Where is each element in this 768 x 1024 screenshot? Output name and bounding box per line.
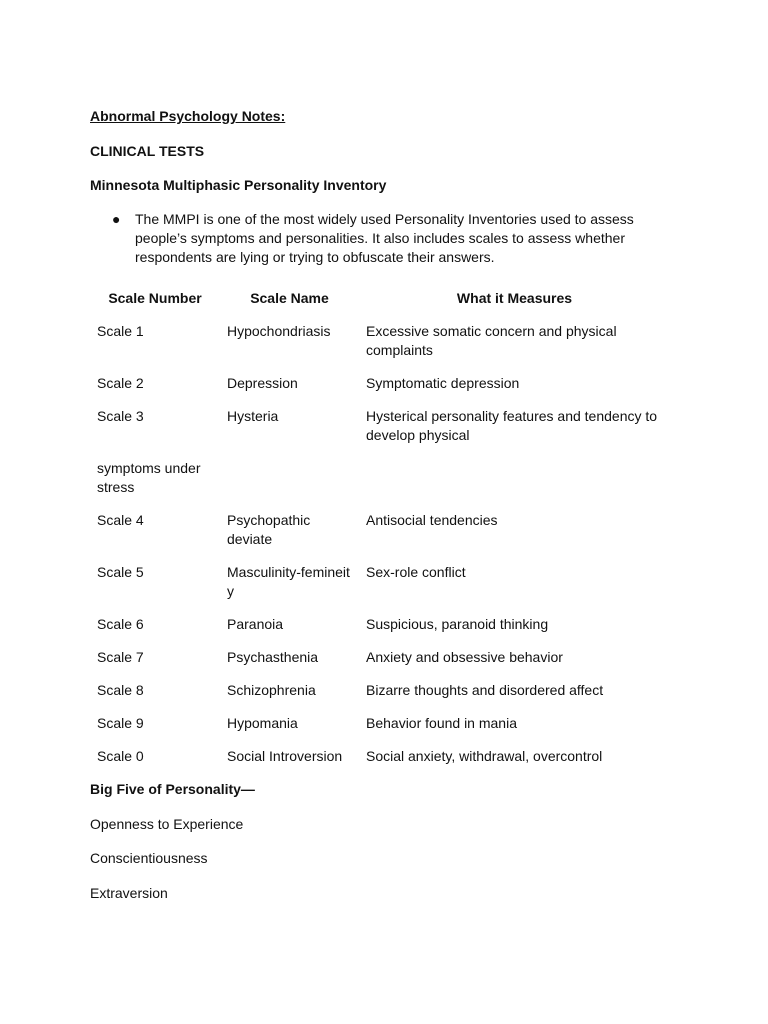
scale-number-cell: Scale 3: [97, 408, 144, 424]
document-title: Abnormal Psychology Notes:: [90, 108, 286, 124]
scale-name-cell: Depression: [227, 375, 298, 391]
scale-name-cell: Psychopathic deviate: [227, 512, 311, 547]
scale-name-cell: Schizophrenia: [227, 682, 316, 698]
measures-cell: Social anxiety, withdrawal, overcontrol: [366, 748, 603, 764]
section-heading-clinical-tests: CLINICAL TESTS: [90, 143, 205, 159]
table-row: [90, 647, 670, 680]
measures-cell: [359, 458, 670, 510]
scale-name-cell: [220, 458, 359, 510]
table-row: [90, 510, 670, 562]
big-five-heading: Big Five of Personality—: [90, 781, 255, 797]
measures-cell: Sex-role conflict: [366, 564, 466, 580]
measures-cell: Anxiety and obsessive behavior: [366, 649, 563, 665]
measures-cell: Symptomatic depression: [366, 375, 520, 391]
table-row: [90, 746, 670, 779]
table-row: [90, 562, 670, 614]
mmpi-description: The MMPI is one of the most widely used Personality Inventories used to assess people’s symptoms and personalities. It also includes scales to assess whether respondents are lying or trying to obfuscate their answers.: [135, 211, 634, 265]
scale-number-cell: Scale 1: [97, 323, 144, 339]
scale-number-cell: Scale 5: [97, 564, 144, 580]
trait-conscientiousness: Conscientiousness: [90, 850, 208, 866]
header-scale-number: Scale Number: [108, 290, 202, 306]
scale-number-cell: Scale 7: [97, 649, 144, 665]
scale-name-cell: Hypochondriasis: [227, 323, 331, 339]
scale-name-cell: Masculinity-femineity: [227, 564, 350, 599]
scale-number-cell: Scale 8: [97, 682, 144, 698]
table-header-row: [90, 288, 670, 321]
scale-name-cell: Paranoia: [227, 616, 284, 632]
scale-number-cell: Scale 2: [97, 375, 144, 391]
measures-cell: Hysterical personality features and tendency to develop physical: [366, 408, 658, 443]
bullet-icon: ●: [112, 211, 121, 227]
scale-name-cell: Social Introversion: [227, 748, 343, 764]
table-row: [90, 713, 670, 746]
table-row: [90, 321, 670, 373]
scale-number-cell: Scale 4: [97, 512, 144, 528]
measures-cell: Bizarre thoughts and disordered affect: [366, 682, 604, 698]
mmpi-scales-table: [90, 288, 670, 779]
trait-extraversion: Extraversion: [90, 885, 168, 901]
table-row: [90, 680, 670, 713]
subsection-heading-mmpi: Minnesota Multiphasic Personality Inventory: [90, 177, 387, 193]
table-row: [90, 458, 670, 510]
measures-cell: Suspicious, paranoid thinking: [366, 616, 549, 632]
scale-number-cell: Scale 9: [97, 715, 144, 731]
measures-cell: Behavior found in mania: [366, 715, 517, 731]
measures-cell: Antisocial tendencies: [366, 512, 498, 528]
table-row: [90, 614, 670, 647]
table-row: [90, 406, 670, 458]
scale-name-cell: Hypomania: [227, 715, 298, 731]
trait-openness: Openness to Experience: [90, 816, 244, 832]
measures-cell: Excessive somatic concern and physical complaints: [366, 323, 617, 358]
scale-number-cell: symptoms under stress: [97, 460, 201, 495]
scale-name-cell: Hysteria: [227, 408, 279, 424]
header-scale-name: Scale Name: [250, 290, 329, 306]
scale-number-cell: Scale 6: [97, 616, 144, 632]
table-row: [90, 373, 670, 406]
scale-number-cell: Scale 0: [97, 748, 144, 764]
header-what-it-measures: What it Measures: [456, 290, 573, 306]
scale-name-cell: Psychasthenia: [227, 649, 319, 665]
